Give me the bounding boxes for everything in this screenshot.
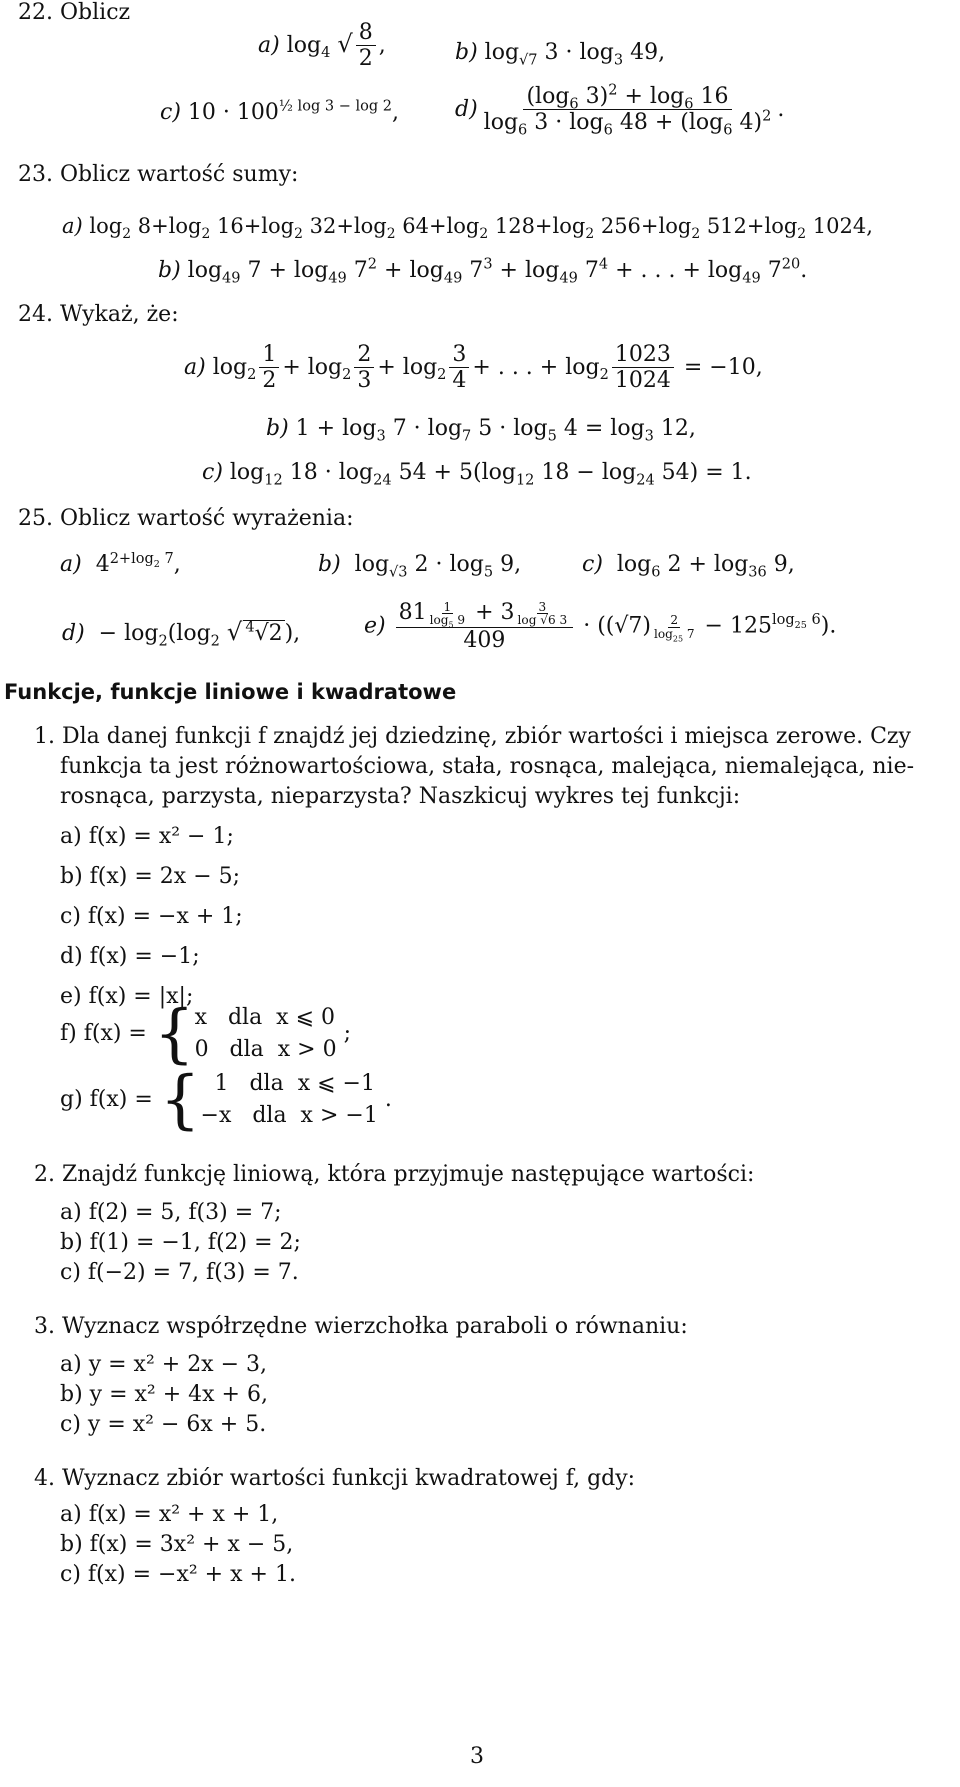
exercise-23b: b) $\log_{49} 7 + \log_{49} 7^2 + \log_{49} 7^3 + \log_{49} 7^4$ + . . . + $\log_{49} 7^{20}$. [158, 256, 808, 287]
exercise-25-heading: 25. Oblicz wartość wyrażenia: [18, 506, 354, 531]
function-3a: a) y = x² + 2x − 3, [60, 1352, 268, 1377]
function-1-text-line-3: rosnąca, parzysta, nieparzysta? Naszkicuj wykres tej funkcji: [60, 784, 741, 809]
function-3b: b) y = x² + 4x + 6, [60, 1382, 268, 1407]
page-number: 3 [470, 1744, 484, 1769]
exercise-25d: $d) - \log_2(\log_2$ √ $^4$√2), [62, 618, 301, 650]
function-1-text-line-2: funkcja ta jest różnowartościowa, stała, rosnąca, malejąca, niemalejąca, nie- [60, 754, 915, 779]
function-1a: a) f(x) = x² − 1; [60, 824, 234, 849]
function-2a: a) f(2) = 5, f(3) = 7; [60, 1200, 282, 1225]
function-4a: a) f(x) = x² + x + 1, [60, 1502, 279, 1527]
exercise-22d: d) $\frac{(\log_6 3)^2 + \log_6 16}{\log_6 3 \cdot \log_6 48 + (\log_6 4)^2}$ . [455, 82, 785, 139]
function-2c: c) f(−2) = 7, f(3) = 7. [60, 1260, 299, 1285]
exercise-22a: a) $\log_4$ √ $\frac{8}{2}$ , [258, 20, 386, 72]
exercise-22-heading: 22. Oblicz [18, 0, 131, 25]
function-1b: b) f(x) = 2x − 5; [60, 864, 241, 889]
exercise-23-heading: 23. Oblicz wartość sumy: [18, 162, 299, 187]
function-1e: e) f(x) = |x|; [60, 984, 194, 1009]
function-4c: c) f(x) = −x² + x + 1. [60, 1562, 296, 1587]
function-4-heading: 4. Wyznacz zbiór wartości funkcji kwadratowej f, gdy: [34, 1466, 636, 1491]
function-1-text-line-1: 1. Dla danej funkcji f znajdź jej dziedzinę, zbiór wartości i miejsca zerowe. Czy [34, 724, 911, 749]
exercise-24b: b) $1 + \log_3 7 \cdot \log_7 5 \cdot \log_5 4 = \log_3 12$, [266, 416, 696, 445]
exercise-22b: b) $\log_{√7} 3 \cdot \log_3 49$, [455, 40, 666, 69]
exercise-25e: e) 81 $\frac{1}{\log_5 9}$ + 3 $\frac{3}{\log √6 3}$ 409 · ((√7) $\frac{2}{\log_{25} 7}$ − $125^{log_{25} 6}$). [364, 599, 837, 654]
exercise-24c: c) $\log_{12} 18 \cdot \log_{24} 54 + 5(\log_{12}$ $18 - \log_{24} 54) = 1$. [202, 460, 752, 489]
exercise-24-heading: 24. Wykaż, że: [18, 302, 179, 327]
exercise-23a: a) $\log_2 8+\log_2$ $16+\log_2$ $32+\log_2$ $64+\log_2$ $128+\log_2$ $256+\log_2$ $512+\log_2$ 1024, [62, 214, 873, 243]
function-2b: b) f(1) = −1, f(2) = 2; [60, 1230, 301, 1255]
function-3c: c) y = x² − 6x + 5. [60, 1412, 267, 1437]
function-1d: d) f(x) = −1; [60, 944, 200, 969]
function-4b: b) f(x) = 3x² + x − 5, [60, 1532, 294, 1557]
function-1g: g) f(x) = { 1 dla x ⩽ −1 −x dla x > −1 . [60, 1063, 392, 1137]
exercise-25b: b) $\log_{√3} 2 \cdot \log_5 9$, [318, 552, 522, 581]
section-title: Funkcje, funkcje liniowe i kwadratowe [4, 680, 457, 704]
function-3-heading: 3. Wyznacz współrzędne wierzchołka paraboli o równaniu: [34, 1314, 688, 1339]
function-1f: f) f(x) = { x dla x ⩽ 0 0 dla x > 0 ; [60, 997, 352, 1071]
exercise-24a: a) $\log_2$ $\frac{1}{2}$ + $\log_2$ $\frac{2}{3}$ + $\log_2$ $\frac{3}{4}$ + . . . + $\log_2$ $\frac{1023}{1024}$ = −10, [184, 342, 763, 394]
exercise-25a: a) $4^{2+log_2 7}$, [60, 550, 181, 577]
exercise-22c: c) $10 \cdot 100^{\frac{1}{2} log 3 - log 2}$, [160, 98, 399, 125]
function-1c: c) f(x) = −x + 1; [60, 904, 243, 929]
exercise-25c: c) $\log_6 2 + \log_{36} 9$, [582, 552, 795, 581]
function-2-heading: 2. Znajdź funkcję liniową, która przyjmuje następujące wartości: [34, 1162, 755, 1187]
